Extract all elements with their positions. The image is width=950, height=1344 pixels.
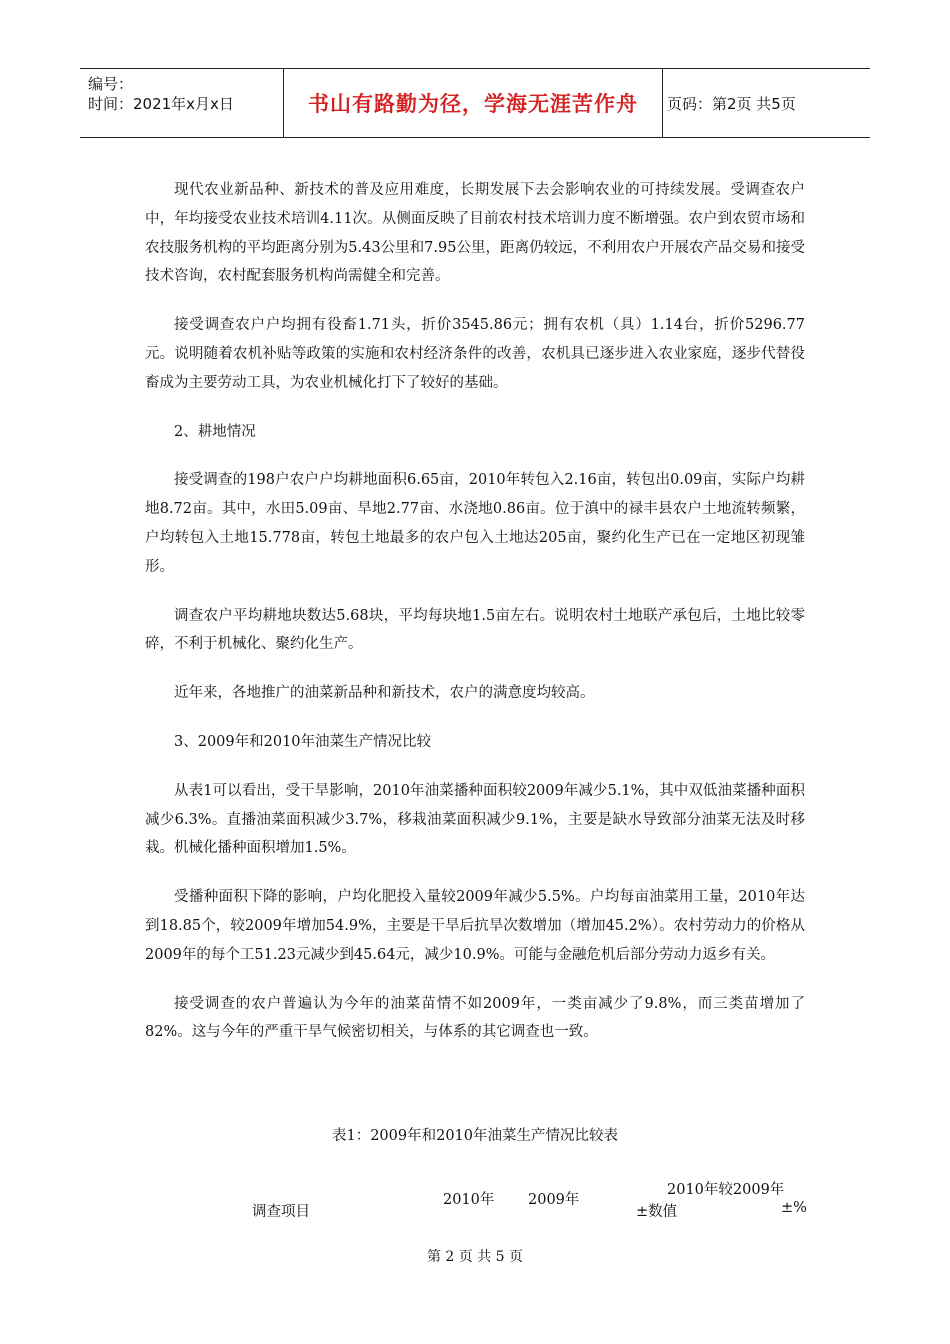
paragraph: 接受调查的198户农户户均耕地面积6.65亩，2010年转包入2.16亩，转包出0.09亩，实际户均耕地8.72亩。其中，水田5.09亩、旱地2.77亩、水浇地0.86亩。位于滇中的禄丰县农户土地流转频繁，户均转包入土地15.778亩，转包土地最多的农户包入土地达205亩，聚约化生产已在一定地区初现雏形。 [145, 472, 805, 575]
header-page-number: 页码：第2页 共5页 [667, 94, 796, 113]
header-meta [80, 69, 284, 137]
document-body [145, 176, 805, 1067]
paragraph: 近年来，各地推广的油菜新品种和新技术，农户的满意度均较高。 [174, 685, 595, 702]
header-motto: 书山有路勤为径，学海无涯苦作舟 [308, 92, 638, 116]
paragraph: 现代农业新品种、新技术的普及应用难度，长期发展下去会影响农业的可持续发展。受调查农户中，年均接受农业技术培训4.11次。从侧面反映了目前农村技术培训力度不断增强。农户到农贸市场和农技服务机构的平均距离分别为5.43公里和7.95公里，距离仍较远，不利用农户开展农产品交易和接受技术咨询，农村配套服务机构尚需健全和完善。 [145, 182, 805, 285]
section-heading: 2、耕地情况 [174, 423, 256, 440]
doc-number-label: 编号： [88, 75, 134, 93]
section-heading: 3、2009年和2010年油菜生产情况比较 [174, 733, 432, 750]
paragraph: 接受调查的农户普遍认为今年的油菜苗情不如2009年，一类亩减少了9.8%，而三类苗增加了82%。这与今年的严重干旱气候密切相关，与体系的其它调查也一致。 [145, 995, 805, 1041]
paragraph: 从表1可以看出，受干旱影响，2010年油菜播种面积较2009年减少5.1%，其中双低油菜播种面积减少6.3%。直播油菜面积减少3.7%，移栽油菜面积减少9.1%，主要是缺水导致部分油菜无法及时移栽。机械化播种面积增加1.5%。 [145, 782, 805, 857]
page-footer: 第 2 页 共 5 页 [426, 1249, 524, 1265]
table-header-compare: 2010年较2009年 [667, 1182, 785, 1198]
table-header-diff: ±数值 [636, 1204, 678, 1220]
header-page-cell [663, 69, 874, 137]
page-header [80, 68, 870, 138]
header-motto-cell [284, 69, 663, 137]
table-header-pct: ±% [781, 1200, 807, 1216]
table-header-2009: 2009年 [528, 1192, 580, 1208]
paragraph: 调查农户平均耕地块数达5.68块，平均每块地1.5亩左右。说明农村土地联产承包后，土地比较零碎，不利于机械化、聚约化生产。 [145, 607, 805, 653]
paragraph: 受播种面积下降的影响，户均化肥投入量较2009年减少5.5%。户均每亩油菜用工量，2010年达到18.85个，较2009年增加54.9%，主要是干旱后抗旱次数增加（增加45.2%）。农村劳动力的价格从2009年的每个工51.23元减少到45.64元，减少10.9%。可能与金融危机后部分劳动力返乡有关。 [145, 889, 805, 963]
paragraph: 接受调查农户户均拥有役畜1.71头，折价3545.86元；拥有农机（具）1.14台，折价5296.77元。说明随着农机补贴等政策的实施和农村经济条件的改善，农机具已逐步进入农业家庭，逐步代替役畜成为主要劳动工具，为农业机械化打下了较好的基础。 [145, 317, 805, 391]
table-caption: 表1：2009年和2010年油菜生产情况比较表 [331, 1128, 619, 1144]
table-header-item: 调查项目 [252, 1204, 310, 1220]
doc-date-label: 时间：2021年x月x日 [88, 95, 234, 113]
table-header-2010: 2010年 [443, 1192, 495, 1208]
